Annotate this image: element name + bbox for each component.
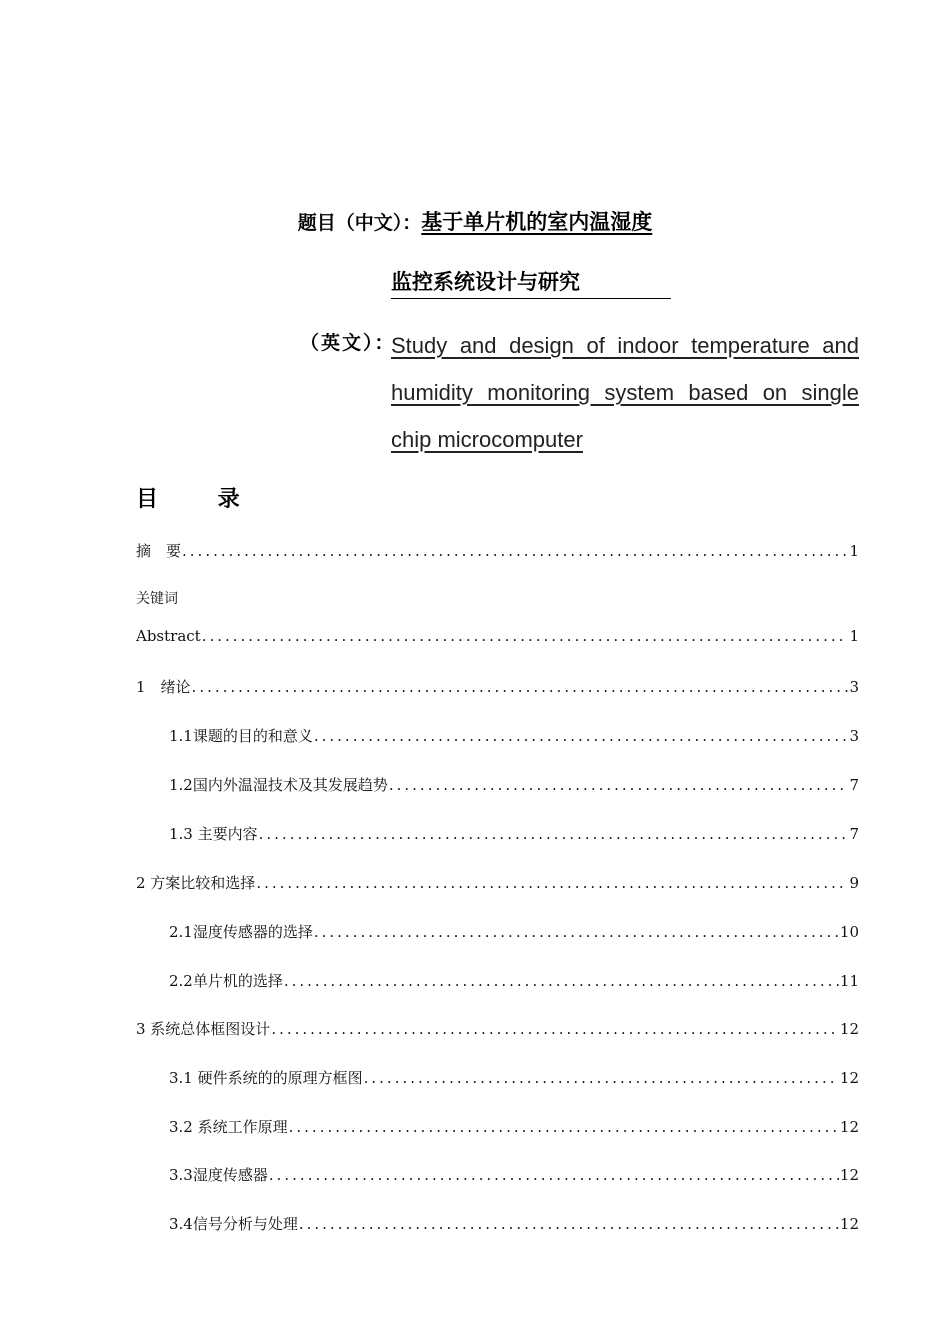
toc-entry-1-3[interactable] [169,823,859,844]
toc-entry-label: 2.2单片机的选择 [169,972,283,990]
toc-entry-3-4[interactable] [169,1213,859,1234]
toc-entry-label: 摘 要 [136,542,182,560]
toc-entry-1-2[interactable] [169,774,859,795]
toc-entry-3-2[interactable] [169,1116,859,1137]
toc-entry-label: 3.2 系统工作原理 [169,1118,288,1136]
toc-entry-page: 1 [849,627,859,645]
toc-entry-page: 12 [839,1069,859,1087]
toc-keywords[interactable]: 关键词 [136,591,178,607]
toc-entry-page: 12 [839,1215,859,1233]
title-english: Study and design of indoor temperature and humidity monitoring system based on single chip microcomputer [391,333,859,452]
title-chinese [0,206,950,236]
toc-entry-label: Abstract [136,627,201,645]
toc-entry-ch2[interactable] [136,872,859,893]
toc-entry-page: 3 [849,727,859,745]
toc-entry-ch1[interactable] [136,676,859,697]
toc-entry-page: 9 [849,874,859,892]
toc-entry-page: 12 [839,1020,859,1038]
title-chinese-line1: 基于单片机的室内温湿度 [421,210,653,234]
toc-entry-label: 3.1 硬件系统的的原理方框图 [169,1069,363,1087]
toc-entry-label: 3.3湿度传感器 [169,1166,268,1184]
toc-entry-label: 3.4信号分析与处理 [169,1215,298,1233]
toc-entry-abstract-cn[interactable] [136,540,859,561]
toc-entry-abstract-en[interactable] [136,627,859,645]
toc-entry-label: 1.1课题的目的和意义 [169,727,313,745]
toc-heading: 目 录 [136,487,266,512]
title-chinese-line2: 监控系统设计与研究 [391,266,671,299]
toc-entry-page: 12 [839,1166,859,1184]
toc-entry-page: 3 [849,678,859,696]
toc-entry-page: 11 [839,972,859,990]
toc-entry-page: 10 [839,923,859,941]
title-chinese-label: 题目（中文）： [297,212,422,234]
toc-entry-label: 1.2国内外温湿技术及其发展趋势 [169,776,388,794]
toc-entry-label: 2.1湿度传感器的选择 [169,923,313,941]
toc-entry-label: 1 绪论 [136,678,191,696]
toc-entry-label: 1.3 主要内容 [169,825,258,843]
toc-entry-3-3[interactable] [169,1164,859,1185]
toc-entry-label: 3 系统总体框图设计 [136,1020,271,1038]
toc-entry-page: 7 [849,825,859,843]
toc-entry-page: 1 [849,542,859,560]
toc-entry-page: 7 [849,776,859,794]
toc-entry-page: 12 [839,1118,859,1136]
toc-entry-3-1[interactable] [169,1067,859,1088]
title-english-label: （英文）： [300,332,396,354]
toc-entry-2-2[interactable] [169,970,859,991]
toc-entry-label: 2 方案比较和选择 [136,874,256,892]
toc-entry-2-1[interactable] [169,921,859,942]
toc-entry-ch3[interactable] [136,1018,859,1039]
toc-entry-1-1[interactable] [169,725,859,746]
